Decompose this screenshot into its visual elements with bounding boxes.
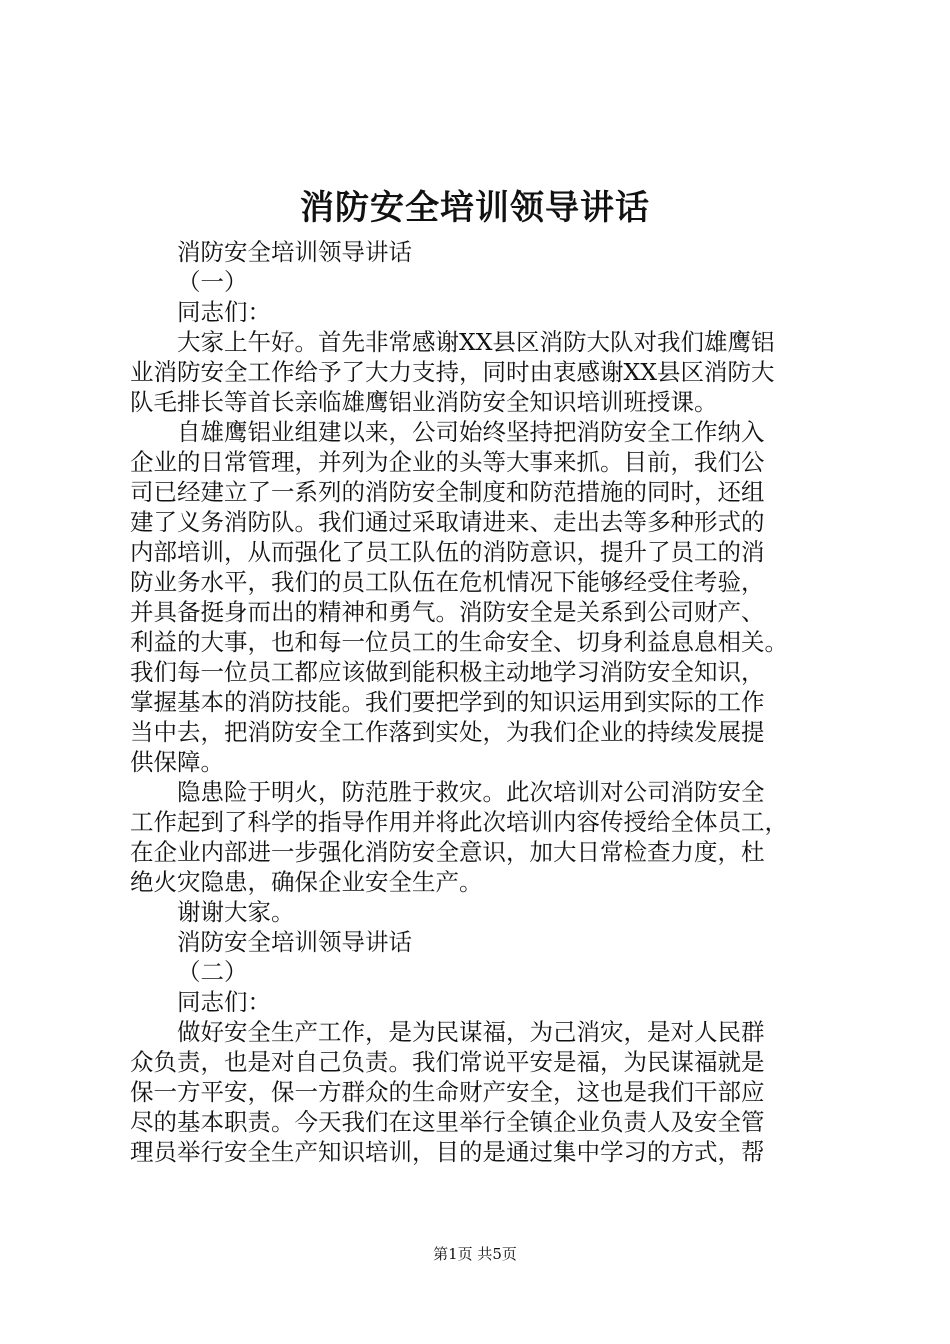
section-heading: 消防安全培训领导讲话 xyxy=(177,238,412,266)
paragraph-line: 防业务水平，我们的员工队伍在危机情况下能够经受住考验， xyxy=(130,568,765,596)
section-number: （二） xyxy=(177,958,248,986)
paragraph-line: 利益的大事，也和每一位员工的生命安全、切身利益息息相关。 xyxy=(130,628,788,656)
paragraph-line: 我们每一位员工都应该做到能积极主动地学习消防安全知识， xyxy=(130,658,765,686)
paragraph-line: 自雄鹰铝业组建以来，公司始终坚持把消防安全工作纳入 xyxy=(177,418,765,446)
page-footer: 第1页 共5页 xyxy=(433,1245,517,1263)
paragraph-line: 绝火灾隐患，确保企业安全生产。 xyxy=(130,868,483,896)
paragraph-line: 众负责，也是对自己负责。我们常说平安是福，为民谋福就是 xyxy=(130,1048,765,1076)
section-heading: 消防安全培训领导讲话 xyxy=(177,928,412,956)
paragraph-line: 企业的日常管理，并列为企业的头等大事来抓。目前，我们公 xyxy=(130,448,765,476)
paragraph-line: 做好安全生产工作，是为民谋福，为己消灾，是对人民群 xyxy=(177,1018,765,1046)
paragraph-line: 尽的基本职责。今天我们在这里举行全镇企业负责人及安全管 xyxy=(130,1108,765,1136)
paragraph-line: 司已经建立了一系列的消防安全制度和防范措施的同时，还组 xyxy=(130,478,765,506)
paragraph-line: 工作起到了科学的指导作用并将此次培训内容传授给全体员工， xyxy=(130,808,788,836)
paragraph-line: 队毛排长等首长亲临雄鹰铝业消防安全知识培训班授课。 xyxy=(130,388,718,416)
salutation: 同志们： xyxy=(177,298,271,326)
paragraph-line: 隐患险于明火，防范胜于救灾。此次培训对公司消防安全 xyxy=(177,778,765,806)
paragraph-line: 在企业内部进一步强化消防安全意识，加大日常检查力度，杜 xyxy=(130,838,765,866)
document-body xyxy=(130,237,835,1167)
paragraph-line: 供保障。 xyxy=(130,748,224,776)
paragraph-line: 保一方平安，保一方群众的生命财产安全，这也是我们干部应 xyxy=(130,1078,765,1106)
salutation: 同志们： xyxy=(177,988,271,1016)
closing-line: 谢谢大家。 xyxy=(177,898,295,926)
paragraph-line: 当中去，把消防安全工作落到实处，为我们企业的持续发展提 xyxy=(130,718,765,746)
paragraph-line: 掌握基本的消防技能。我们要把学到的知识运用到实际的工作 xyxy=(130,688,765,716)
section-number: （一） xyxy=(177,268,248,296)
paragraph-line: 建了义务消防队。我们通过采取请进来、走出去等多种形式的 xyxy=(130,508,765,536)
document-title: 消防安全培训领导讲话 xyxy=(300,188,650,228)
paragraph-line: 理员举行安全生产知识培训，目的是通过集中学习的方式，帮 xyxy=(130,1138,765,1166)
paragraph-line: 并具备挺身而出的精神和勇气。消防安全是关系到公司财产、 xyxy=(130,598,765,626)
paragraph-line: 业消防安全工作给予了大力支持，同时由衷感谢XX县区消防大 xyxy=(130,358,775,386)
paragraph-line: 内部培训，从而强化了员工队伍的消防意识，提升了员工的消 xyxy=(130,538,765,566)
paragraph-line: 大家上午好。首先非常感谢XX县区消防大队对我们雄鹰铝 xyxy=(177,328,775,356)
